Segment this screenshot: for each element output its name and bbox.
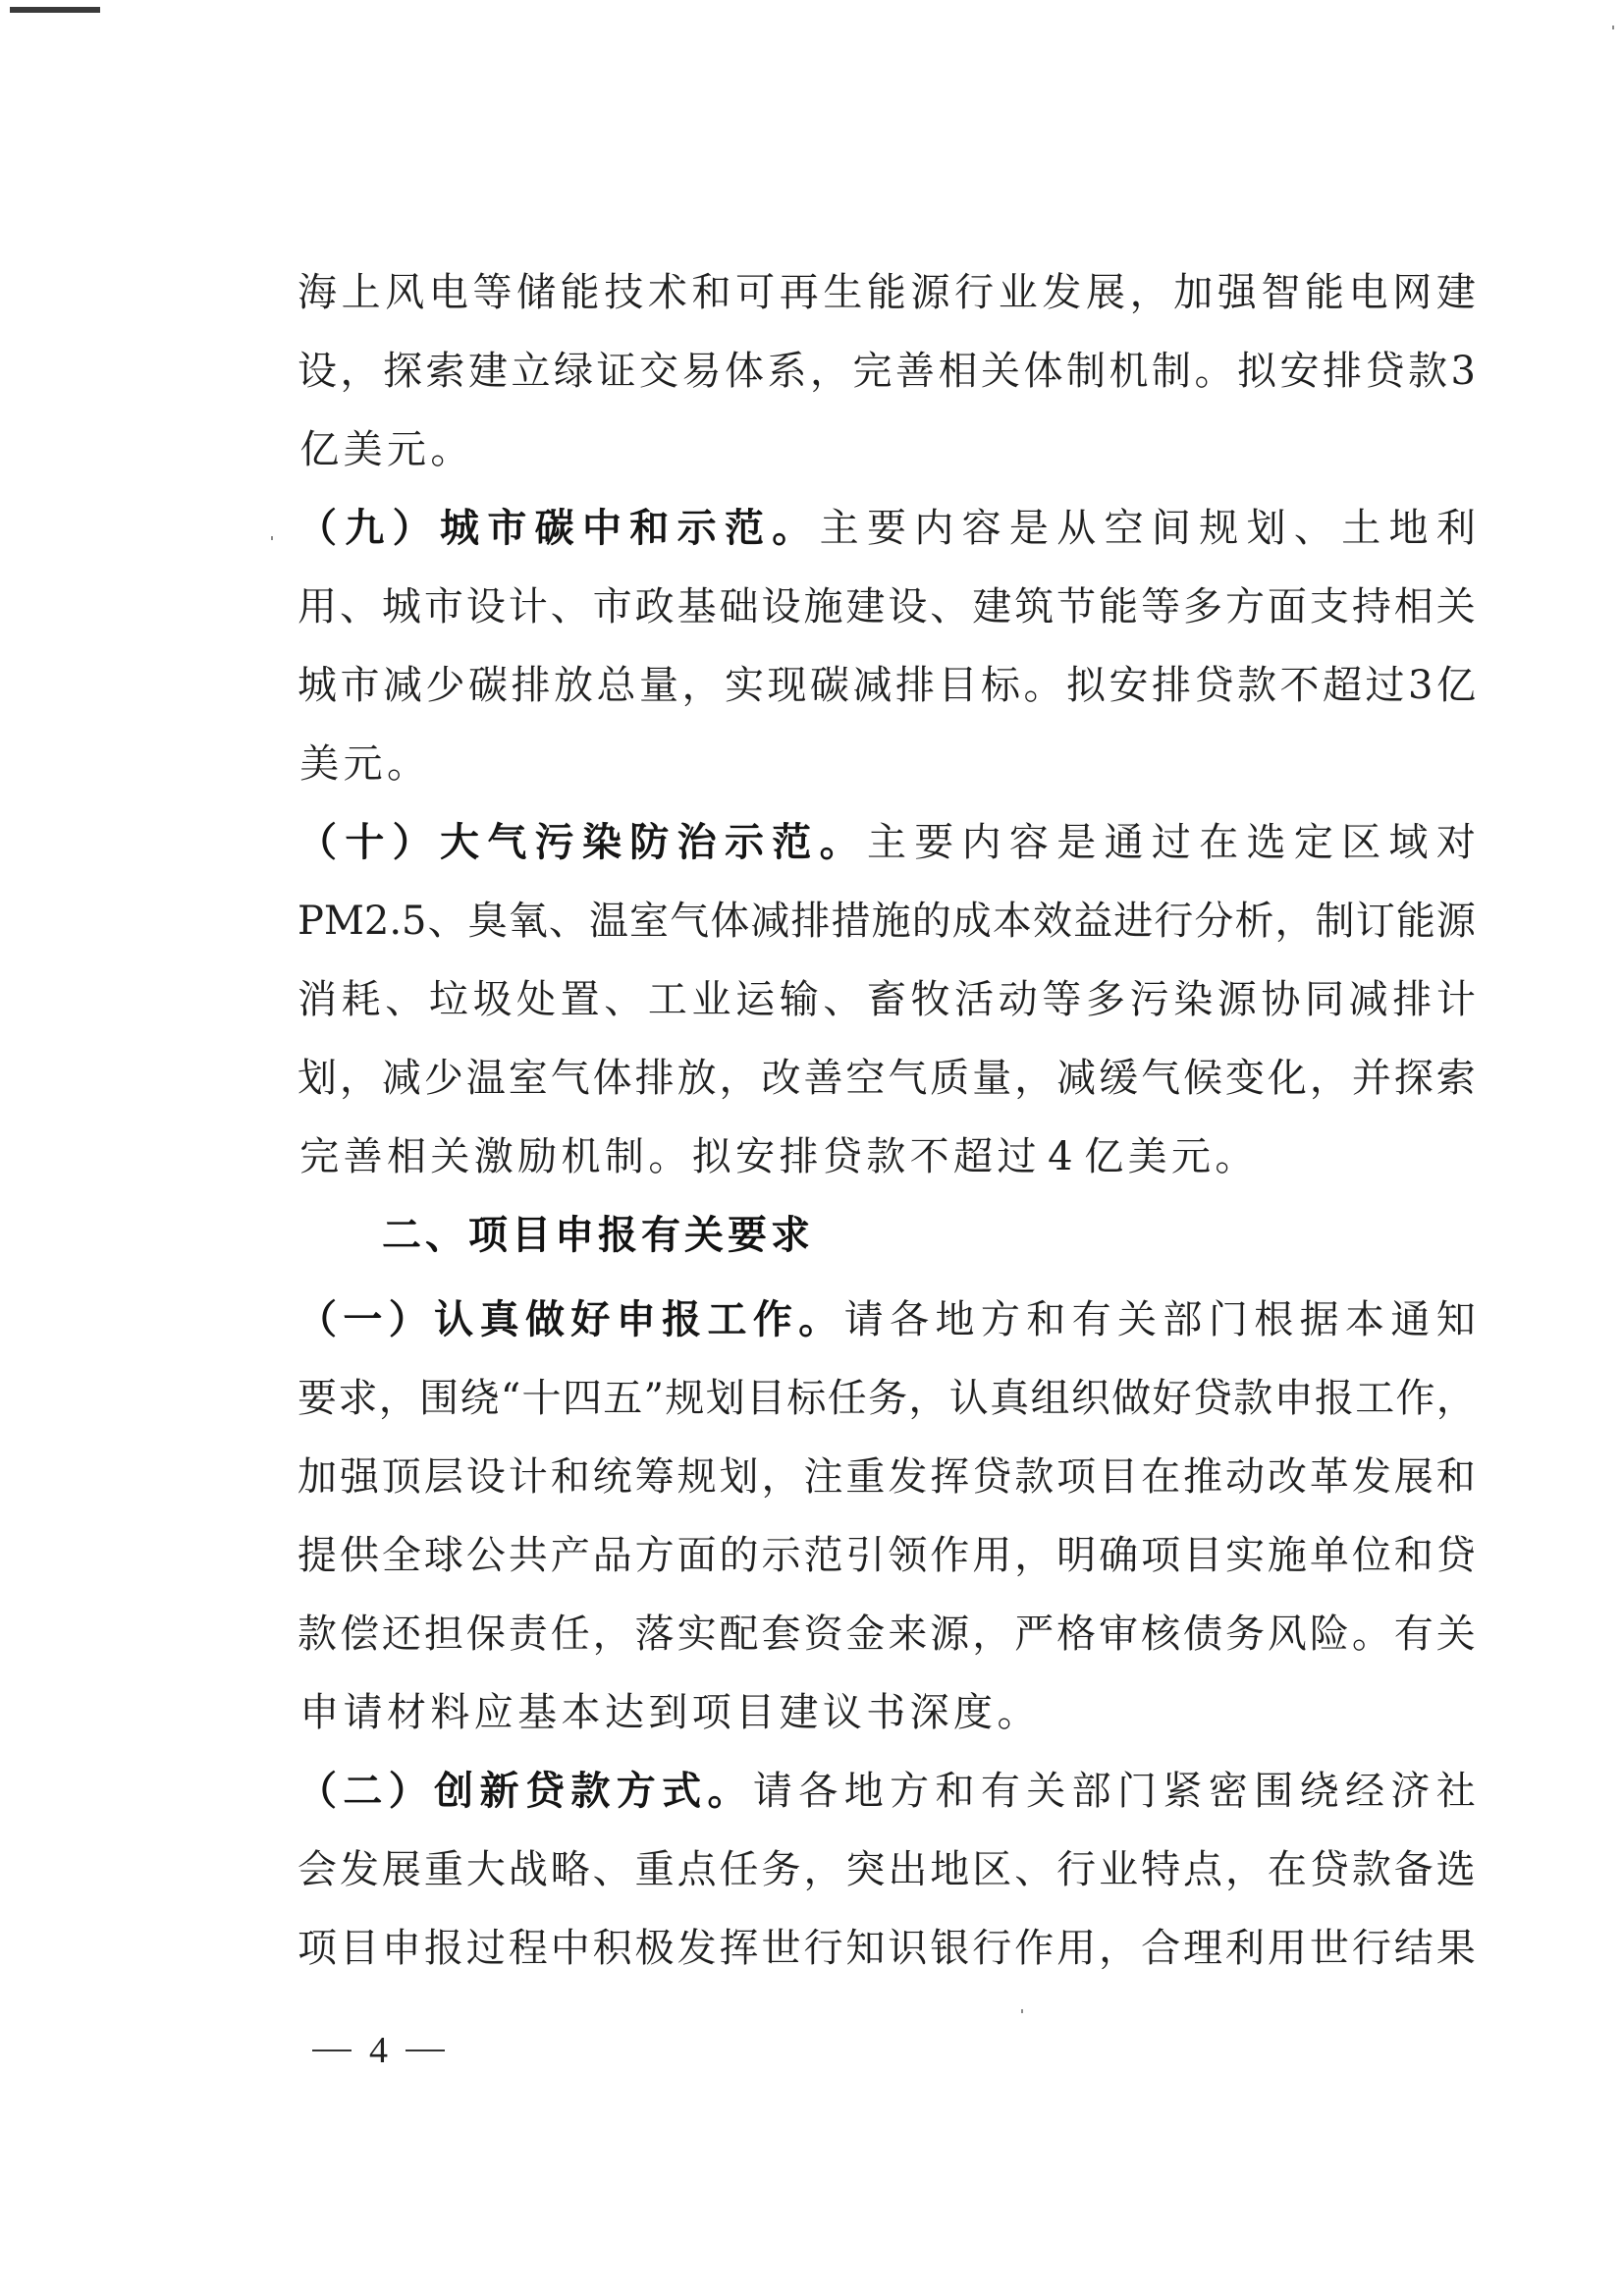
text-line: 完 善 相 关 激 励 机 制 。 拟 安 排 贷 款 不 超 过 4 亿 美 元 。 [299, 1134, 1255, 1179]
text-line: 会 发 展 重 大 战 略 、 重 点 任 务 ， 突 出 地 区 、 行 业 特 点 ， 在 贷 款 备 选 [298, 1847, 1476, 1892]
paragraph-p-req-2 [298, 1764, 1476, 1999]
paragraph-p-item-10 [298, 815, 1476, 1208]
text-line: 提 供 全 球 公 共 产 品 方 面 的 示 范 引 领 作 用 ， 明 确 项 目 实 施 单 位 和 贷 [298, 1533, 1476, 1578]
text-line: （ 一 ） 认 真 做 好 申 报 工 作 。 请 各 地 方 和 有 关 部 门 根 据 本 通 知 [298, 1296, 1476, 1342]
page-number-dash-left [312, 2050, 352, 2051]
paragraph-p-energy-tail [298, 265, 1476, 501]
text-line: （ 二 ） 创 新 贷 款 方 式 。 请 各 地 方 和 有 关 部 门 紧 密 围 绕 经 济 社 [298, 1768, 1476, 1814]
text-line: 要 求 ， 围 绕 “ 十 四 五 ” 规 划 目 标 任 务 ， 认 真 组 织 做 好 贷 款 申 报 工 作 ， [298, 1376, 1476, 1421]
paragraph-p-item-9 [298, 501, 1476, 815]
scan-speck [1612, 26, 1614, 29]
paragraphs-part-2 [298, 1292, 1476, 1999]
text-line: （ 九 ） 城 市 碳 中 和 示 范 。 主 要 内 容 是 从 空 间 规 划 、 土 地 利 [298, 505, 1476, 551]
text-line: 海 上 风 电 等 储 能 技 术 和 可 再 生 能 源 行 业 发 展 ， 加 强 智 能 电 网 建 [298, 270, 1476, 315]
page-number: 4 [369, 2030, 388, 2071]
text-line: 亿 美 元 。 [299, 427, 470, 472]
text-line: PM2.5 、 臭 氧 、 温 室 气 体 减 排 措 施 的 成 本 效 益 进 行 分 析 ， 制 订 能 源 [298, 899, 1476, 944]
text-line: 城 市 减 少 碳 排 放 总 量 ， 实 现 碳 减 排 目 标 。 拟 安 排 贷 款 不 超 过 3 亿 [298, 663, 1476, 708]
page-number-dash-right [406, 2050, 445, 2051]
text-line: 款 偿 还 担 保 责 任 ， 落 实 配 套 资 金 来 源 ， 严 格 审 核 债 务 风 险 。 有 关 [298, 1612, 1476, 1657]
page-number-footer [312, 2029, 445, 2072]
scan-corner-mark [10, 7, 100, 13]
text-line: 消 耗 、 垃 圾 处 置 、 工 业 运 输 、 畜 牧 活 动 等 多 污 染 源 协 同 减 排 计 [298, 977, 1476, 1022]
paragraphs-part-1 [298, 265, 1476, 1208]
document-body [298, 265, 1476, 1999]
paragraph-p-req-1 [298, 1292, 1476, 1764]
text-line: 项 目 申 报 过 程 中 积 极 发 挥 世 行 知 识 银 行 作 用 ， 合 理 利 用 世 行 结 果 [298, 1926, 1476, 1971]
text-line: （ 十 ） 大 气 污 染 防 治 示 范 。 主 要 内 容 是 通 过 在 选 定 区 域 对 [298, 819, 1476, 865]
text-line: 设 ， 探 索 建 立 绿 证 交 易 体 系 ， 完 善 相 关 体 制 机 制 。 拟 安 排 贷 款 3 [298, 349, 1476, 394]
text-line: 划 ， 减 少 温 室 气 体 排 放 ， 改 善 空 气 质 量 ， 减 缓 气 候 变 化 ， 并 探 索 [298, 1056, 1476, 1101]
scan-speck [1021, 2009, 1023, 2013]
text-line: 美 元 。 [299, 741, 426, 787]
text-line: 申 请 材 料 应 基 本 达 到 项 目 建 议 书 深 度 。 [299, 1690, 1037, 1735]
section-heading: 二、项目申报有关要求 [382, 1213, 814, 1258]
scan-speck [271, 536, 273, 540]
text-line: 用 、 城 市 设 计 、 市 政 基 础 设 施 建 设 、 建 筑 节 能 等 多 方 面 支 持 相 关 [298, 584, 1476, 629]
text-line: 加 强 顶 层 设 计 和 统 筹 规 划 ， 注 重 发 挥 贷 款 项 目 在 推 动 改 革 发 展 和 [298, 1454, 1476, 1500]
